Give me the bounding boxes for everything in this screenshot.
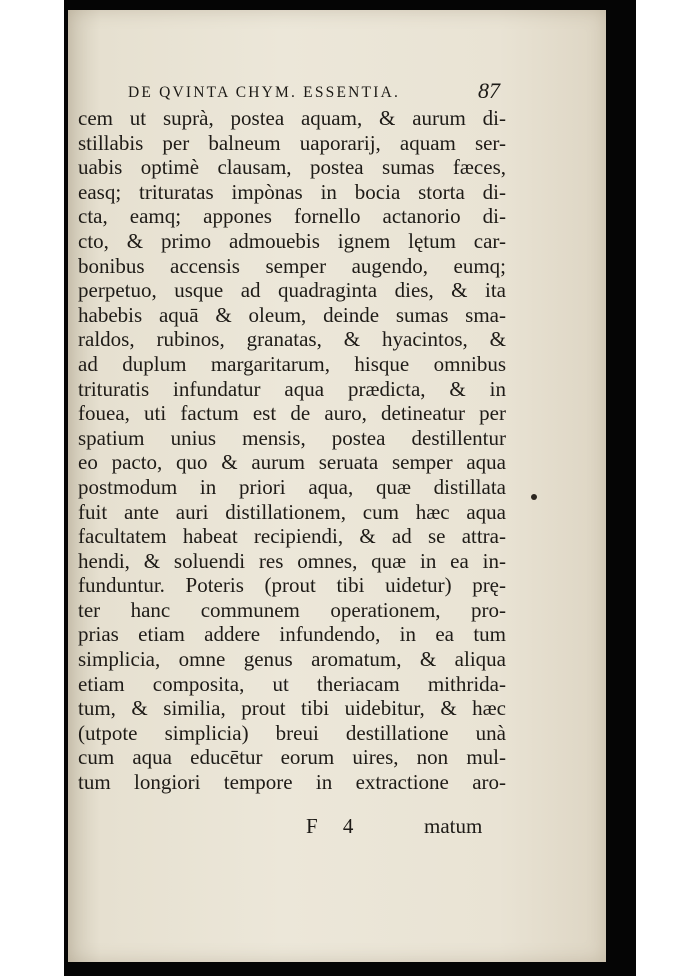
text-line: cum aqua educētur eorum uires, non mul- — [78, 745, 506, 770]
text-line: perpetuo, usque ad quadraginta dies, & ita — [78, 278, 506, 303]
text-line: tum longiori tempore in extractione aro- — [78, 770, 506, 795]
text-line: spatium unius mensis, postea destillentur — [78, 425, 506, 450]
text-line: fouea, uti factum est de auro, detineatur per — [78, 401, 506, 426]
text-line: cem ut suprà, postea aquam, & aurum di- — [78, 106, 506, 130]
text-line: hendi, & soluendi res omnes, quæ in ea in- — [78, 548, 506, 573]
text-line: simplicia, omne genus aromatum, & aliqua — [78, 647, 506, 672]
ink-speck — [531, 494, 537, 500]
text-line: cta, eamq; appones fornello actanorio di- — [78, 204, 506, 229]
text-line: tum, & similia, prout tibi uidebitur, & hæc — [78, 696, 506, 721]
text-line: postmodum in priori aqua, quæ distillata — [78, 474, 506, 499]
page-footer — [0, 814, 690, 840]
text-line: (utpote simplicia) breui destillatione unà — [78, 720, 506, 745]
text-line: funduntur. Poteris (prout tibi uidetur) prę- — [78, 573, 506, 598]
text-line: etiam composita, ut theriacam mithrida- — [78, 671, 506, 696]
text-line: stillabis per balneum uaporarij, aquam ser- — [78, 130, 506, 155]
text-line: prias etiam addere infundendo, in ea tum — [78, 622, 506, 647]
running-head-title: DE QVINTA CHYM. ESSENTIA. — [128, 84, 401, 101]
text-line: easq; trituratas impònas in bocia storta di- — [78, 179, 506, 204]
text-line: ad duplum margaritarum, hisque omnibus — [78, 351, 506, 376]
text-line: cto, & primo admouebis ignem lętum car- — [78, 228, 506, 253]
text-line: facultatem habeat recipiendi, & ad se attra- — [78, 524, 506, 549]
text-line: ter hanc communem operationem, pro- — [78, 597, 506, 622]
text-line: eo pacto, quo & aurum seruata semper aqua — [78, 450, 506, 475]
text-line: raldos, rubinos, granatas, & hyacintos, & — [78, 327, 506, 352]
text-line: trituratis infundatur aqua prædicta, & in — [78, 376, 506, 401]
signature-mark: F 4 — [306, 814, 364, 838]
catchword: matum — [424, 814, 483, 838]
text-line: habebis aquā & oleum, deinde sumas sma- — [78, 302, 506, 327]
text-line: bonibus accensis semper augendo, eumq; — [78, 253, 506, 278]
text-line: fuit ante auri distillationem, cum hæc aqua — [78, 499, 506, 524]
body-text — [78, 106, 506, 795]
page-number: 87 — [478, 78, 500, 103]
text-line: uabis optimè clausam, postea sumas fæces, — [78, 155, 506, 180]
